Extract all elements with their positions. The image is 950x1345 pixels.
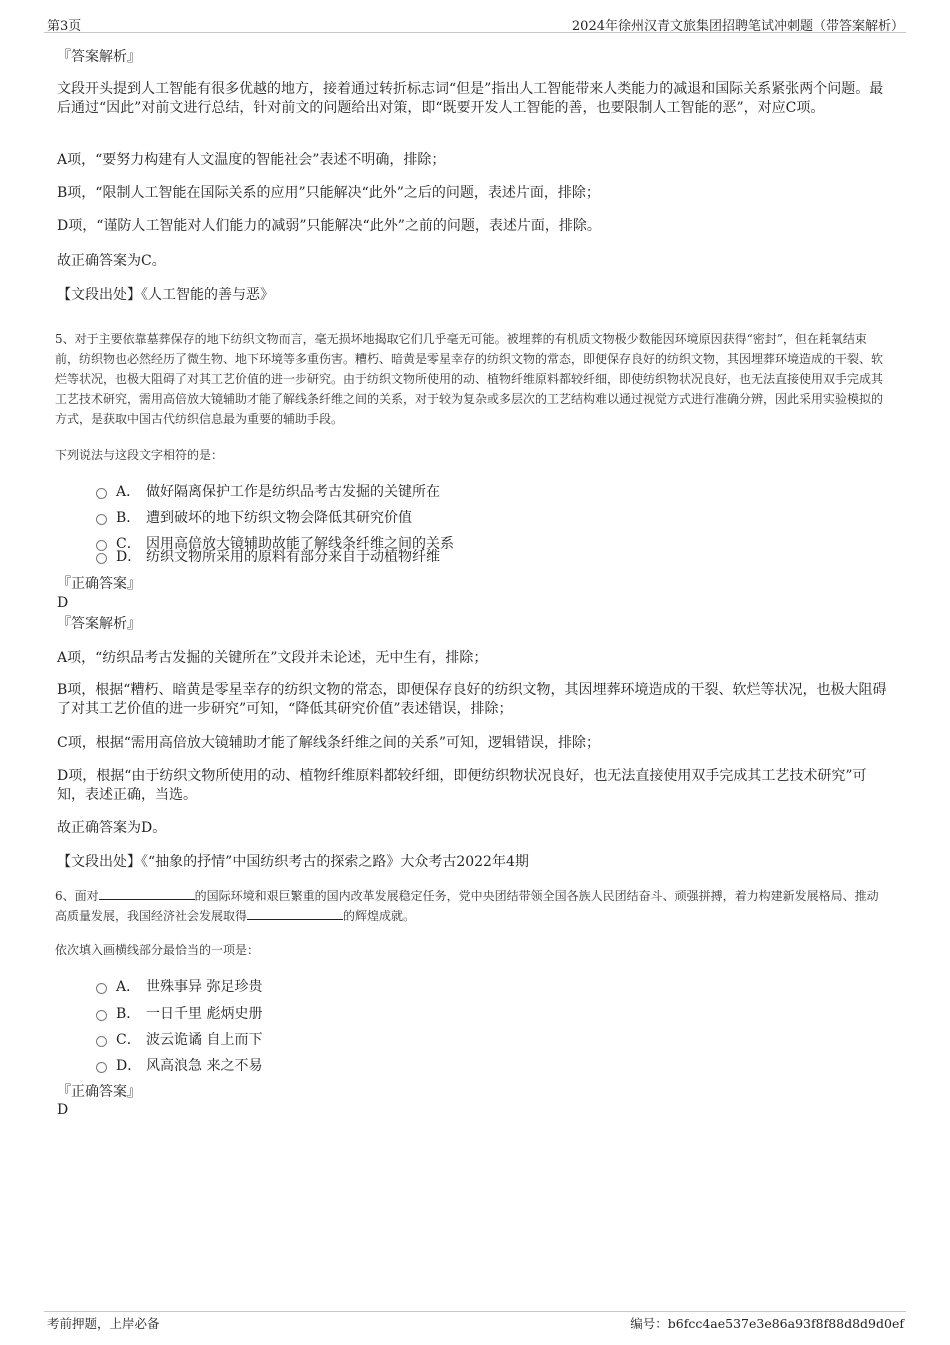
radio-icon[interactable]: [96, 488, 107, 499]
analysis-option-c: C项，根据“需用高倍放大镜辅助才能了解线条纤维之间的关系”可知，逻辑错误，排除；: [57, 735, 601, 751]
option-a[interactable]: [96, 481, 440, 501]
radio-icon[interactable]: [96, 514, 107, 525]
fill-blank-2: [247, 907, 343, 920]
question-stem: 5、对于主要依靠墓葬保存的地下纺织文物而言，毫无损坏地揭取它们几乎毫无可能。被埋葬的有机质文物极少数能因环境原因获得“密封”，但在耗氧结束前，纺织物也必然经历了微生物、地下环境等多重伤害。糟朽、暗黄是零星幸存的纺织文物的常态，即便保存良好的纺织文物，其因埋葬环境造成的干裂、软烂等状况，也极大阻碍了对其工艺价值的进一步研究。由于纺织文物所使用的动、植物纤维原料都较纤细，即使纺织物状况良好，也无法直接使用双手完成其工艺技术研究，需用高倍放大镜辅助才能了解线条纤维之间的关系，对于较为复杂或多层次的工艺结构难以通过视觉方式进行准确分辨，因此采用实验模拟的方式，是获取中国古代纺织信息最为重要的辅助手段。: [55, 332, 884, 426]
radio-icon[interactable]: [96, 983, 107, 994]
option-letter: C．: [116, 536, 141, 552]
radio-icon[interactable]: [96, 1062, 107, 1073]
question-stem: [55, 886, 887, 926]
option-a[interactable]: [96, 976, 262, 996]
document-id: 编号：b6fcc4ae537e3e86a93f8f88d8d9d0ef: [630, 1316, 904, 1331]
option-text: 因用高倍放大镜辅助故能了解线条纤维之间的关系: [146, 536, 454, 552]
option-text: 一日千里 彪炳史册: [146, 1006, 263, 1022]
stem-part-3: 的辉煌成就。: [343, 909, 416, 923]
analysis-option-b: B项，根据“糟朽、暗黄是零星幸存的纺织文物的常态，即便保存良好的纺织文物，其因埋葬环境造成的干裂、软烂等状况，也极大阻碍了对其工艺价值的进一步研究”可知，“降低其研究价值”表述错误，排除；: [57, 682, 887, 717]
analysis-conclusion: 故正确答案为D。: [57, 820, 167, 836]
analysis-option-a: A项，“要努力构建有人文温度的智能社会”表述不明确，排除；: [57, 152, 446, 168]
analysis-option-b: B项，“限制人工智能在国际关系的应用”只能解决“此外”之后的问题，表述片面，排除；: [57, 185, 600, 201]
option-text: 遭到破坏的地下纺织文物会降低其研究价值: [146, 510, 412, 526]
option-text: 波云诡谲 自上而下: [146, 1032, 263, 1048]
answer-heading: 『正确答案』: [57, 1084, 141, 1100]
analysis-heading: 『答案解析』: [57, 49, 141, 65]
analysis-source: 【文段出处】《人工智能的善与恶》: [57, 287, 274, 303]
option-d[interactable]: [96, 1055, 262, 1075]
analysis-option-d: D项，“谨防人工智能对人们能力的减弱”只能解决“此外”之前的问题，表述片面，排除。: [57, 218, 601, 234]
radio-icon[interactable]: [96, 1036, 107, 1047]
option-c[interactable]: [96, 1029, 262, 1049]
option-text: 风高浪急 来之不易: [146, 1058, 263, 1074]
option-text: 纺织文物所采用的原料有部分来自于动植物纤维: [146, 549, 440, 565]
fill-blank-1: [99, 887, 195, 900]
analysis-option-a: A项，“纺织品考古发掘的关键所在”文段并未论述，无中生有，排除；: [57, 650, 488, 666]
option-b[interactable]: [96, 1003, 262, 1023]
option-d[interactable]: [96, 546, 440, 566]
option-letter: A．: [116, 979, 141, 995]
option-letter: B．: [116, 510, 141, 526]
analysis-heading: 『答案解析』: [57, 616, 141, 632]
answer-value: D: [57, 595, 69, 611]
option-letter: D．: [116, 549, 142, 565]
analysis-conclusion: 故正确答案为C。: [57, 253, 166, 269]
option-b[interactable]: [96, 507, 412, 527]
option-letter: C．: [116, 1032, 141, 1048]
option-text: 做好隔离保护工作是纺织品考古发掘的关键所在: [146, 484, 440, 500]
option-letter: D．: [116, 1058, 142, 1074]
page-number: 第3页: [47, 19, 82, 34]
analysis-body: 文段开头提到人工智能有很多优越的地方，接着通过转折标志词“但是”指出人工智能带来人类能力的减退和国际关系紧张两个问题。最后通过“因此”对前文进行总结，针对前文的问题给出对策，即“既要开发人工智能的善，也要限制人工智能的恶”，对应C项。: [57, 81, 884, 116]
question-prompt: 依次填入画横线部分最恰当的一项是：: [55, 943, 260, 957]
footer-divider: [44, 1311, 906, 1312]
question-prompt: 下列说法与这段文字相符的是：: [55, 448, 224, 462]
radio-icon[interactable]: [96, 1010, 107, 1021]
answer-value: D: [57, 1102, 69, 1118]
stem-part-2: 的国际环境和艰巨繁重的国内改革发展稳定任务，党中央团结带领全国各族人民团结奋斗、顽强拼搏，着力构建新发展格局、推动高质量发展，我国经济社会发展取得: [55, 889, 879, 923]
option-letter: B．: [116, 1006, 141, 1022]
radio-icon[interactable]: [96, 553, 107, 564]
document-title: 2024年徐州汉青文旅集团招聘笔试冲刺题（带答案解析）: [571, 19, 904, 34]
option-text: 世殊事异 弥足珍贵: [146, 979, 263, 995]
header-divider: [44, 32, 906, 33]
footer-slogan: 考前押题，上岸必备: [47, 1316, 160, 1331]
option-letter: A．: [116, 484, 141, 500]
analysis-option-d: D项，根据“由于纺织文物所使用的动、植物纤维原料都较纤细，即便纺织物状况良好，也无法直接使用双手完成其工艺技术研究”可知，表述正确，当选。: [57, 768, 867, 803]
stem-part-1: 6、面对: [55, 889, 99, 903]
answer-heading: 『正确答案』: [57, 576, 141, 592]
analysis-source: 【文段出处】《“抽象的抒情”中国纺织考古的探索之路》大众考古2022年4期: [57, 854, 529, 870]
